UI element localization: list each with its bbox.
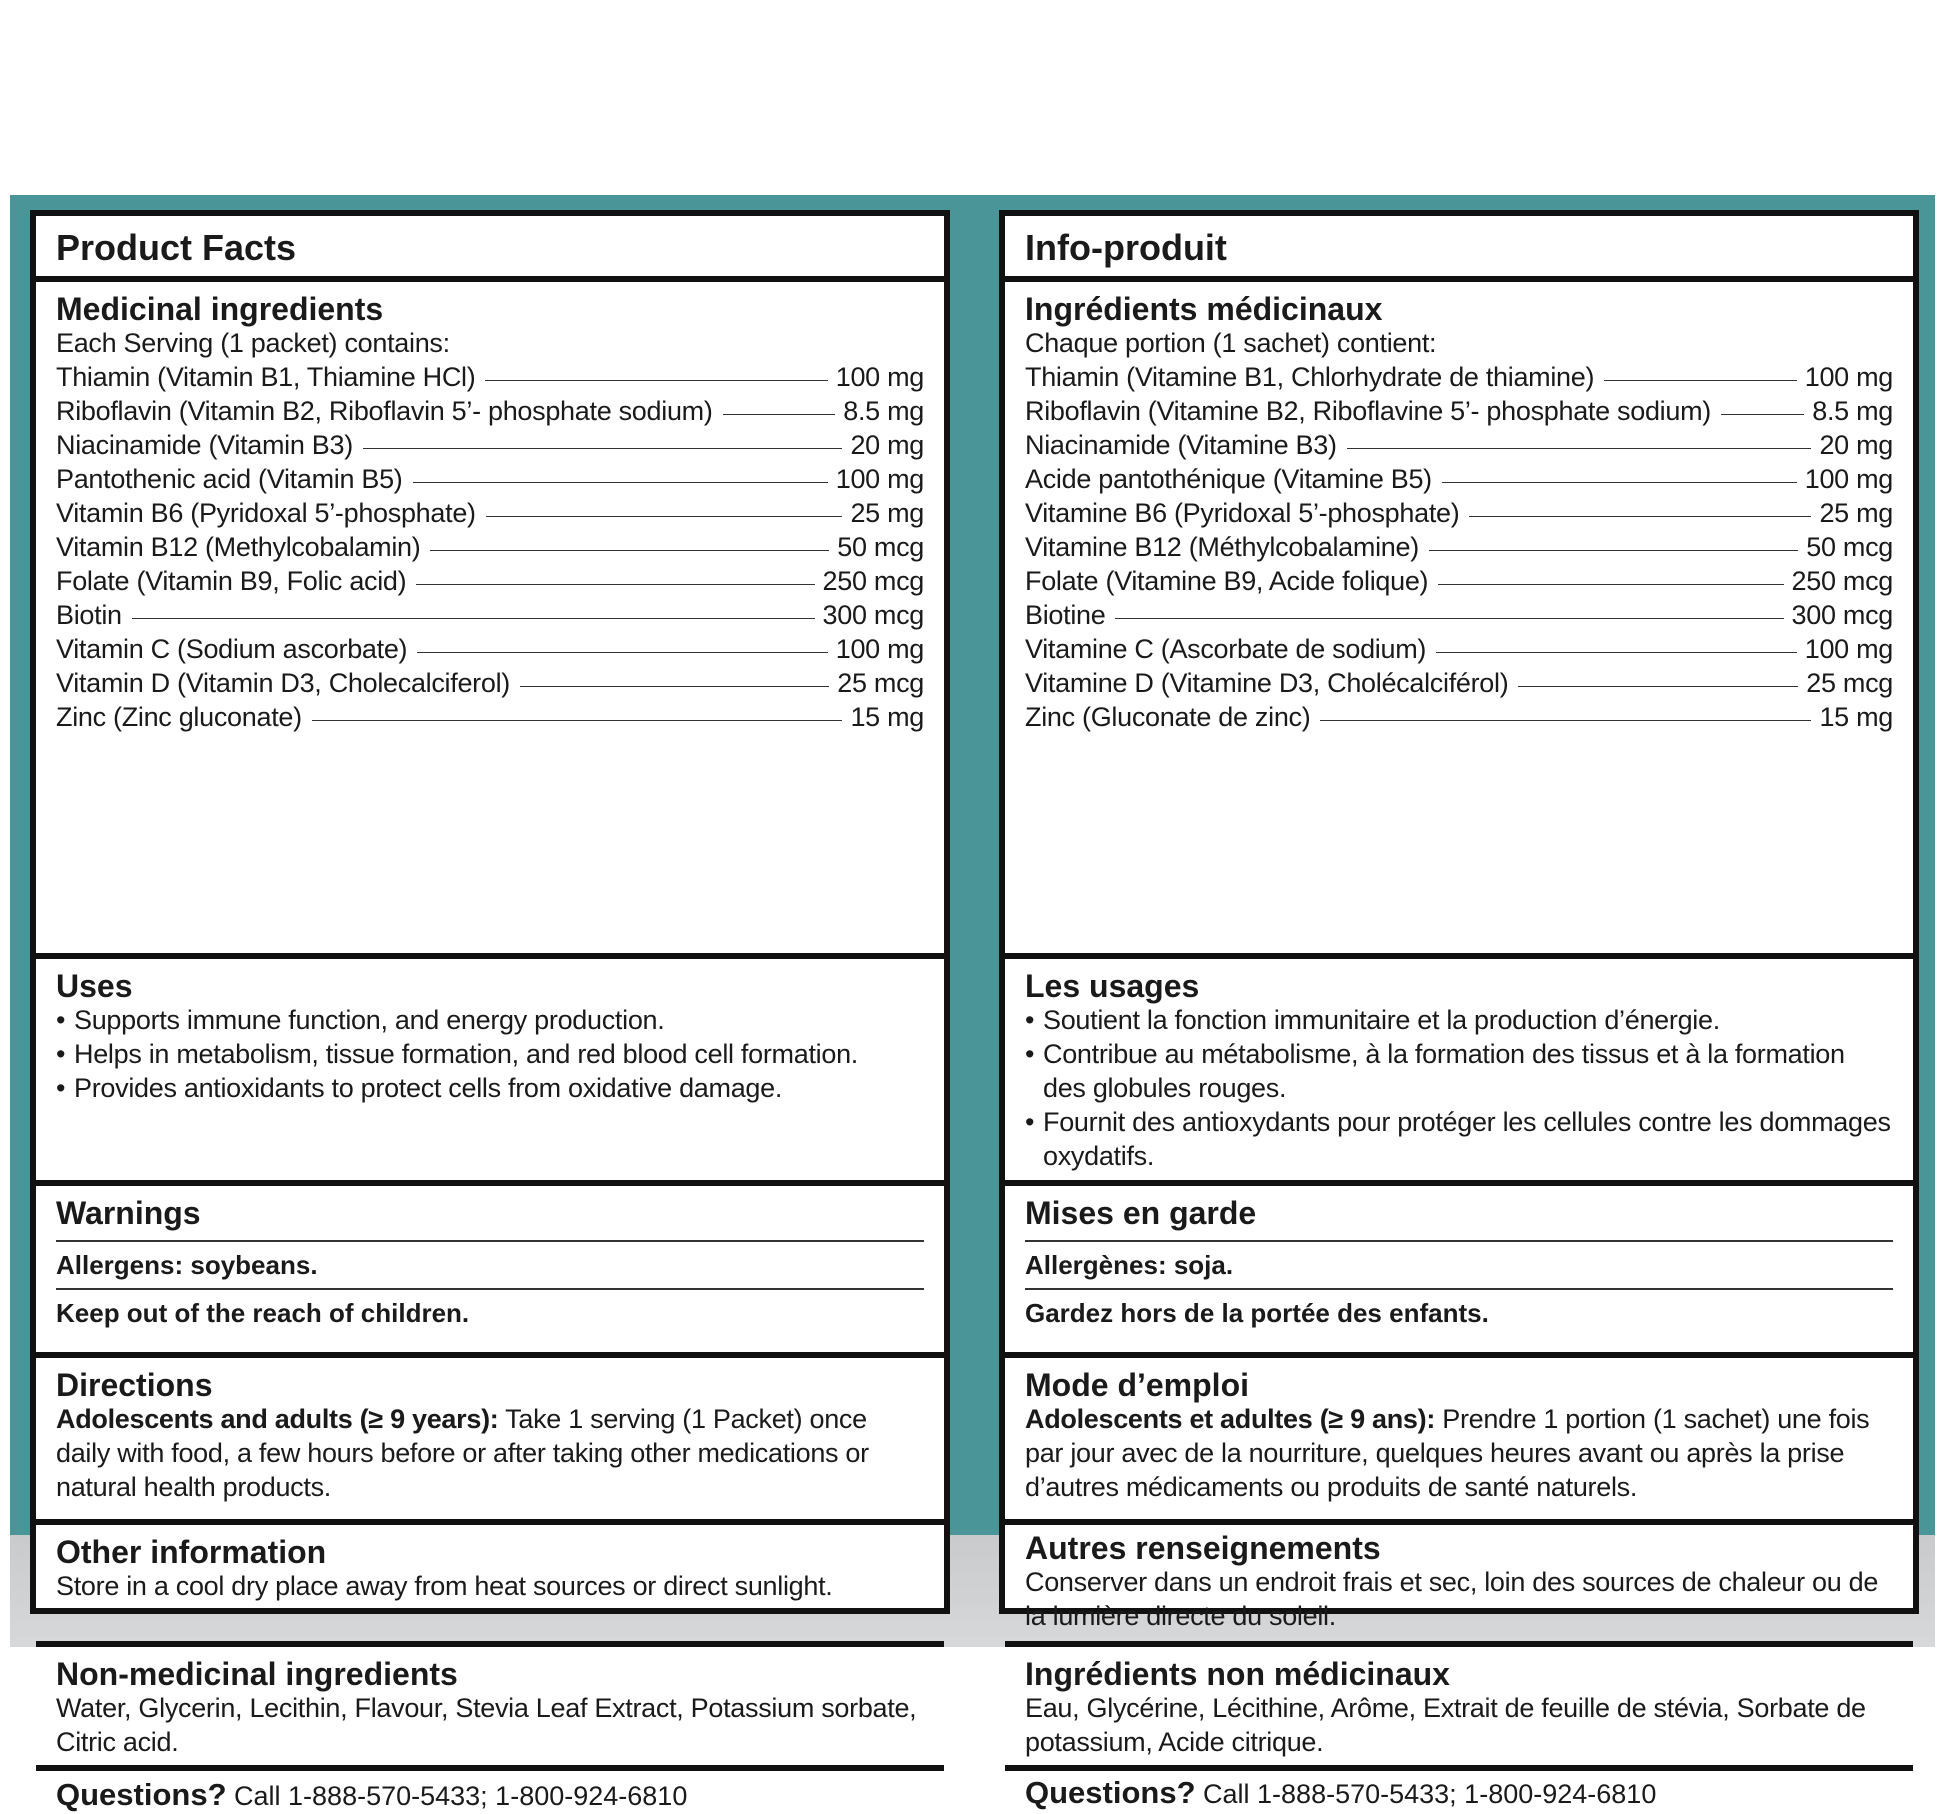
section-heading: Ingrédients médicinaux (1025, 291, 1383, 327)
uses-section (36, 959, 944, 1180)
allergen-warning: Allergènes: soja. (1025, 1250, 1234, 1280)
use-bullet (1025, 1003, 1893, 1037)
children-warning: Keep out of the reach of children. (56, 1298, 470, 1328)
non-medicinal-section (1005, 1647, 1913, 1765)
directions-text (56, 1402, 924, 1504)
leader-line (1436, 652, 1797, 653)
leader-line (723, 414, 836, 415)
ingredient-name: Zinc (Gluconate de zinc) (1025, 702, 1311, 732)
section-heading: Directions (56, 1367, 213, 1403)
ingredient-name: Niacinamide (Vitamin B3) (56, 430, 353, 460)
ingredient-row (56, 360, 924, 394)
ingredient-name: Vitamine B6 (Pyridoxal 5’-phosphate) (1025, 498, 1460, 528)
non-medicinal-section (36, 1647, 944, 1765)
ingredient-name: Thiamin (Vitamin B1, Thiamine HCl) (56, 362, 476, 392)
ingredient-row (1025, 700, 1893, 734)
leader-line (132, 618, 815, 619)
serving-intro: Chaque portion (1 sachet) contient: (1025, 328, 1437, 358)
ingredient-name: Acide pantothénique (Vitamine B5) (1025, 464, 1432, 494)
bullet-mark: • (56, 1039, 66, 1069)
ingredient-amount: 100 mg (1804, 634, 1893, 664)
ingredient-row (56, 530, 924, 564)
other-information-section (36, 1525, 944, 1641)
use-bullet (1025, 1105, 1893, 1173)
ingredient-row (1025, 564, 1893, 598)
leader-line (430, 550, 829, 551)
bullet-mark: • (56, 1005, 66, 1035)
leader-line (520, 686, 829, 687)
leader-line (417, 652, 827, 653)
questions-label: Questions? (1025, 1775, 1196, 1810)
section-heading: Mode d’emploi (1025, 1367, 1249, 1403)
ingredient-row (1025, 462, 1893, 496)
directions-lead: Adolescents et adultes (≥ 9 ans): (1025, 1404, 1436, 1434)
ingredient-name: Vitamin C (Sodium ascorbate) (56, 634, 408, 664)
ingredient-name: Vitamine D (Vitamine D3, Cholécalciférol) (1025, 668, 1509, 698)
ingredient-amount: 15 mg (1819, 702, 1893, 732)
ingredient-name: Pantothenic acid (Vitamin B5) (56, 464, 403, 494)
section-heading: Ingrédients non médicinaux (1025, 1656, 1450, 1692)
ingredient-list (1025, 360, 1893, 734)
section-heading: Les usages (1025, 968, 1200, 1004)
ingredient-row (56, 394, 924, 428)
ingredient-name: Riboflavin (Vitamine B2, Riboflavine 5’- phosphate sodium) (1025, 396, 1711, 426)
use-text: Fournit des antioxydants pour protéger les cellules contre les dommages oxydatifs. (1043, 1107, 1891, 1171)
bullet-mark: • (1025, 1107, 1035, 1137)
questions-line (56, 1771, 924, 1814)
questions-phone: Call 1-888-570-5433; 1-800-924-6810 (226, 1781, 688, 1811)
ingredient-row (56, 496, 924, 530)
ingredient-row (1025, 394, 1893, 428)
bullet-mark: • (56, 1073, 66, 1103)
leader-line (1442, 482, 1797, 483)
ingredient-row (56, 666, 924, 700)
ingredient-row (1025, 632, 1893, 666)
warnings-section (36, 1186, 944, 1352)
ingredient-row (56, 632, 924, 666)
leader-line (1721, 414, 1804, 415)
section-heading: Warnings (56, 1195, 201, 1231)
ingredient-amount: 300 mcg (1791, 600, 1893, 630)
ingredient-row (56, 428, 924, 462)
panel-title-section (1005, 216, 1913, 276)
ingredient-amount: 20 mg (850, 430, 924, 460)
ingredient-amount: 250 mcg (822, 566, 924, 596)
ingredient-name: Vitamin B6 (Pyridoxal 5’-phosphate) (56, 498, 476, 528)
ingredient-name: Vitamine B12 (Méthylcobalamine) (1025, 532, 1419, 562)
ingredient-amount: 100 mg (1804, 464, 1893, 494)
children-warning: Gardez hors de la portée des enfants. (1025, 1298, 1489, 1328)
section-heading: Medicinal ingredients (56, 291, 384, 327)
ingredient-amount: 100 mg (835, 634, 924, 664)
section-heading: Autres renseignements (1025, 1530, 1381, 1566)
section-heading: Other information (56, 1534, 327, 1570)
directions-body: Take 1 serving (1 Packet) once daily with food, a few hours before or after taking other medications or natural health products. (56, 1404, 869, 1502)
use-bullet (1025, 1037, 1893, 1105)
use-text: Contribue au métabolisme, à la formation des tissus et à la formation des globules rouges. (1043, 1039, 1845, 1103)
ingredient-amount: 20 mg (1819, 430, 1893, 460)
use-bullet (56, 1003, 924, 1037)
ingredient-amount: 15 mg (850, 702, 924, 732)
directions-body: Prendre 1 portion (1 sachet) une fois par jour avec de la nourriture, quelques heures avant ou après la prise d’autres médicaments ou produits de santé naturels. (1025, 1404, 1870, 1502)
ingredient-row (1025, 530, 1893, 564)
leader-line (413, 482, 828, 483)
ingredient-row (1025, 598, 1893, 632)
product-facts-panel (30, 210, 950, 1812)
ingredient-amount: 25 mcg (1806, 668, 1893, 698)
ingredient-amount: 300 mcg (822, 600, 924, 630)
ingredient-name: Vitamin B12 (Methylcobalamin) (56, 532, 421, 562)
directions-section (36, 1358, 944, 1519)
use-text: Provides antioxidants to protect cells from oxidative damage. (74, 1073, 783, 1103)
leader-line (312, 720, 843, 721)
non-medicinal-text: Water, Glycerin, Lecithin, Flavour, Stevia Leaf Extract, Potassium sorbate, Citric acid. (56, 1693, 917, 1757)
directions-lead: Adolescents and adults (≥ 9 years): (56, 1404, 499, 1434)
ingredient-row (56, 598, 924, 632)
bullet-mark: • (1025, 1039, 1035, 1069)
directions-section (1005, 1358, 1913, 1519)
questions-section (36, 1771, 944, 1814)
ingredient-name: Thiamin (Vitamine B1, Chlorhydrate de thiamine) (1025, 362, 1595, 392)
panel-title-section (36, 216, 944, 276)
storage-text: Conserver dans un endroit frais et sec, loin des sources de chaleur ou de la lumière directe du soleil. (1025, 1567, 1879, 1631)
leader-line (1429, 550, 1798, 551)
ingredient-amount: 100 mg (835, 362, 924, 392)
questions-label: Questions? (56, 1777, 227, 1812)
ingredient-name: Biotine (1025, 600, 1106, 630)
ingredient-list (56, 360, 924, 734)
ingredient-amount: 100 mg (835, 464, 924, 494)
ingredient-amount: 25 mg (1819, 498, 1893, 528)
panel-title: Product Facts (56, 227, 297, 268)
leader-line (363, 448, 843, 449)
ingredient-amount: 250 mcg (1791, 566, 1893, 596)
ingredient-amount: 25 mg (850, 498, 924, 528)
ingredient-row (1025, 666, 1893, 700)
info-produit-panel (999, 210, 1919, 1810)
use-text: Supports immune function, and energy production. (74, 1005, 665, 1035)
ingredient-name: Folate (Vitamin B9, Folic acid) (56, 566, 407, 596)
ingredient-name: Vitamine C (Ascorbate de sodium) (1025, 634, 1427, 664)
ingredient-row (56, 700, 924, 734)
leader-line (1347, 448, 1812, 449)
ingredient-row (56, 564, 924, 598)
medicinal-ingredients-section (1005, 282, 1913, 953)
section-heading: Mises en garde (1025, 1195, 1257, 1231)
ingredient-name: Folate (Vitamine B9, Acide folique) (1025, 566, 1429, 596)
ingredient-amount: 50 mcg (1806, 532, 1893, 562)
ingredient-amount: 8.5 mg (1812, 396, 1893, 426)
ingredient-row (1025, 360, 1893, 394)
panel-title: Info-produit (1025, 227, 1227, 268)
ingredient-name: Riboflavin (Vitamin B2, Riboflavin 5’- phosphate sodium) (56, 396, 713, 426)
allergen-warning: Allergens: soybeans. (56, 1250, 318, 1280)
ingredient-name: Zinc (Zinc gluconate) (56, 702, 302, 732)
storage-text: Store in a cool dry place away from heat sources or direct sunlight. (56, 1571, 833, 1601)
questions-section (1005, 1771, 1913, 1814)
section-heading: Non-medicinal ingredients (56, 1656, 458, 1692)
ingredient-amount: 25 mcg (837, 668, 924, 698)
leader-line (1518, 686, 1798, 687)
ingredient-row (56, 462, 924, 496)
ingredient-amount: 100 mg (1804, 362, 1893, 392)
leader-line (1604, 380, 1797, 381)
leader-line (1469, 516, 1811, 517)
leader-line (1115, 618, 1783, 619)
leader-line (1320, 720, 1811, 721)
non-medicinal-text: Eau, Glycérine, Lécithine, Arôme, Extrait de feuille de stévia, Sorbate de potassium, Acide citrique. (1025, 1693, 1866, 1757)
use-text: Helps in metabolism, tissue formation, and red blood cell formation. (74, 1039, 858, 1069)
use-bullet (56, 1037, 924, 1071)
use-bullet (56, 1071, 924, 1105)
leader-line (486, 516, 843, 517)
ingredient-name: Vitamin D (Vitamin D3, Cholecalciferol) (56, 668, 510, 698)
section-heading: Uses (56, 968, 133, 1004)
ingredient-amount: 8.5 mg (843, 396, 924, 426)
ingredient-row (1025, 496, 1893, 530)
medicinal-ingredients-section (36, 282, 944, 953)
questions-phone: Call 1-888-570-5433; 1-800-924-6810 (1195, 1779, 1657, 1809)
bullet-mark: • (1025, 1005, 1035, 1035)
ingredient-name: Biotin (56, 600, 122, 630)
directions-text (1025, 1402, 1893, 1504)
questions-line (1025, 1771, 1893, 1812)
ingredient-amount: 50 mcg (837, 532, 924, 562)
leader-line (485, 380, 827, 381)
other-information-section (1005, 1525, 1913, 1641)
leader-line (1438, 584, 1783, 585)
leader-line (416, 584, 814, 585)
warnings-section (1005, 1186, 1913, 1352)
serving-intro: Each Serving (1 packet) contains: (56, 328, 450, 358)
uses-section (1005, 959, 1913, 1180)
ingredient-name: Niacinamide (Vitamine B3) (1025, 430, 1337, 460)
ingredient-row (1025, 428, 1893, 462)
use-text: Soutient la fonction immunitaire et la production d’énergie. (1043, 1005, 1720, 1035)
